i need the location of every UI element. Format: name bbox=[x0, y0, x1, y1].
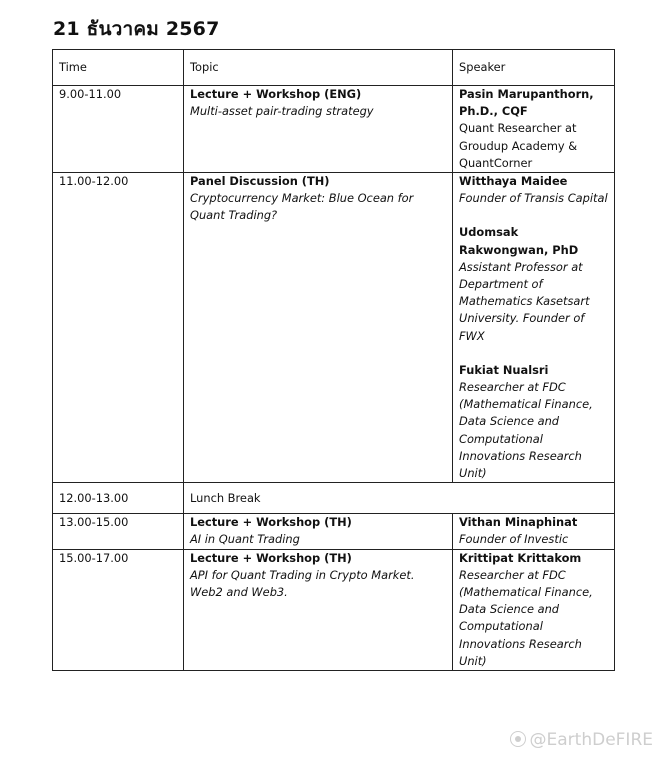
topic-title: Lecture + Workshop (ENG) bbox=[190, 87, 362, 101]
topic-title: Lecture + Workshop (TH) bbox=[190, 515, 352, 530]
topic-cell bbox=[184, 514, 453, 549]
speaker-name: Fukiat Nualsri bbox=[459, 362, 549, 377]
table-row bbox=[53, 514, 615, 549]
time-cell: 9.00-11.00 bbox=[53, 86, 184, 173]
speaker-block bbox=[459, 173, 608, 207]
topic-title: Lecture + Workshop (TH) bbox=[190, 550, 352, 565]
speaker-name: Krittipat Krittakom bbox=[459, 550, 582, 565]
speaker-block bbox=[459, 224, 608, 344]
speaker-role: Founder of Transis Capital bbox=[459, 191, 608, 206]
topic-description: Cryptocurrency Market: Blue Ocean for Quant Trading? bbox=[190, 191, 414, 223]
speaker-block bbox=[459, 362, 608, 482]
lunch-break-cell: Lunch Break bbox=[184, 483, 615, 514]
speaker-role: Founder of Investic bbox=[459, 532, 569, 547]
speaker-cell bbox=[453, 173, 615, 483]
time-cell: 12.00-13.00 bbox=[53, 483, 184, 514]
table-row bbox=[53, 86, 615, 173]
time-cell: 15.00-17.00 bbox=[53, 549, 184, 670]
table-row bbox=[53, 483, 615, 514]
table-row bbox=[53, 173, 615, 483]
topic-description: Multi-asset pair-trading strategy bbox=[190, 104, 374, 119]
speaker-role: Researcher at FDC (Mathematical Finance, Data Science and Computational Innovations Research Unit) bbox=[459, 380, 593, 481]
header-speaker: Speaker bbox=[453, 50, 615, 86]
speaker-cell bbox=[453, 549, 615, 670]
topic-description: API for Quant Trading in Crypto Market. Web2 and Web3. bbox=[190, 567, 415, 600]
header-topic: Topic bbox=[184, 50, 453, 86]
speaker-role: Quant Researcher at Groudup Academy & QuantCorner bbox=[459, 121, 578, 170]
speaker-name: Udomsak Rakwongwan, PhD bbox=[459, 225, 579, 257]
watermark bbox=[510, 730, 653, 750]
topic-title: Panel Discussion (TH) bbox=[190, 174, 330, 189]
table-header-row bbox=[53, 50, 615, 86]
page-title: 21 ธันวาคม 2567 bbox=[53, 18, 220, 40]
topic-description: AI in Quant Trading bbox=[190, 532, 300, 547]
speaker-block bbox=[459, 86, 608, 172]
table-row bbox=[53, 549, 615, 670]
speaker-cell bbox=[453, 86, 615, 173]
speaker-cell bbox=[453, 514, 615, 549]
watermark-text: @EarthDeFIRE bbox=[529, 730, 653, 750]
speaker-role: Researcher at FDC (Mathematical Finance, Data Science and Computational Innovations Research Unit) bbox=[459, 567, 593, 668]
topic-cell bbox=[184, 86, 453, 173]
header-time: Time bbox=[53, 50, 184, 86]
speaker-block bbox=[459, 550, 608, 670]
watermark-logo-icon bbox=[510, 731, 526, 747]
topic-cell bbox=[184, 173, 453, 483]
schedule-table bbox=[52, 49, 615, 671]
time-cell: 13.00-15.00 bbox=[53, 514, 184, 549]
speaker-name: Vithan Minaphinat bbox=[459, 515, 578, 530]
speaker-name: Pasin Marupanthorn, Ph.D., CQF bbox=[459, 87, 594, 119]
speaker-name: Witthaya Maidee bbox=[459, 174, 568, 189]
time-cell: 11.00-12.00 bbox=[53, 173, 184, 483]
speaker-block bbox=[459, 514, 608, 548]
speaker-role: Assistant Professor at Department of Mathematics Kasetsart University. Founder of FWX bbox=[459, 259, 590, 343]
topic-cell bbox=[184, 549, 453, 670]
